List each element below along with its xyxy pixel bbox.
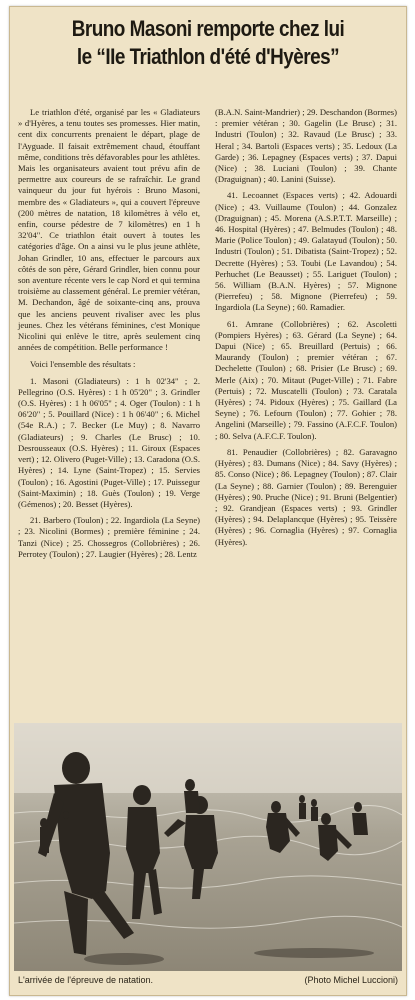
article-column-right (215, 107, 397, 548)
results-block: 21. Barbero (Toulon) ; 22. Ingardiola (La Seyne) ; 23. Nicolini (Bormes) ; première féminine ; 24. Tanzi (Nice) ; 25. Chossegros (Collobrières) ; 26. Perrotey (Toulon) ; 27. Laugier (Hyères) ; 28. Lentz (18, 515, 200, 559)
results-block: 81. Penaudier (Collobrières) ; 82. Garavagno (Hyères) ; 83. Dumans (Nice) ; 84. Savy (Hyères) ; 85. Conso (Nice) ; 86. Lepagney (Toulon) ; 87. Clair (La Seyne) ; 88. Garnier (Toulon) ; 89. Berenguier (Hyères) ; 90. Pruche (Nice) ; 91. Bruni (Belgentier) ; 92. Grandjean (Espaces verts) ; 93. Grindler (Hyères) ; 94. Delaplancque (Hyères) ; 95. Teissère (Hyères) ; 96. Cornaglia (Hyères) ; 97. Cornaglia (Hyères). (215, 446, 397, 547)
headline (43, 15, 373, 71)
results-block: 61. Amrane (Collobrières) ; 62. Ascoletti (Pompiers Hyères) ; 63. Gérard (La Seyne) ; 64. Dapui (Nice) ; 65. Breuillard (Pertuis) ; 66. Maurandy (Toulon) ; premier vétéran ; 67. Dechelette (Toulon) ; 68. Prisier (Le Brusc) ; 69. Merle (Aix) ; 70. Mitaut (Puget-Ville) ; 71. Fabre (Pertuis) ; 72. Muscatelli (Toulon) ; 73. Caratala (Hyères) ; 74. Pidoux (Hyères) ; 75. Gaillard (La Seyne) ; 76. Lefourn (Toulon) ; 77. Gohier ; 78. Angelini (Marseille) ; 79. Fassino (A.F.C.F. Toulon) ; 80. Selva (A.F.C.F. Toulon). (215, 318, 397, 441)
article-intro: Le triathlon d'été, organisé par les « Gladiateurs » d'Hyères, a tenu toutes ses promesses. Hier matin, cent dix concurrents prenaient le départ, plage de l'Ayguade. Il faisait extrêmement chaud, étouffant même, conditions très défavorables pour les athlètes. Mais les organisateurs avaient tout prévu afin de permettre aux coureurs de se rafraîchir. Le grand vainqueur du jour fut hyérois : Bruno Masoni, membre des « Gladiateurs », qui a couvert l'épreuve (200 mètres de natation, 18 kilomètres à vélo et, enfin, course pédestre de 7 kilomètres) en 1 h 32'04". Ce triathlon était ouvert à toutes les catégories d'âge. On a ainsi vu le plus jeune athlète, Johan Grindler, 10 ans, effectuer le parcours aux côtés de son père, Gérard Grindler, bien connu pour son aventure récente vers le cap Nord et qui termina troisième au classement général. Le premier vétéran, M. Dechandon, âgé de soixante-cinq ans, prouva que les anciens peuvent rivaliser avec les plus jeunes. Chez les vétérans féminines, c'est Monique Nicolini qui enlève le titre, après seulement cinq années de compétition. Belle performance ! (18, 107, 200, 353)
headline-line-1: Bruno Masoni remporte chez lui (71, 16, 345, 41)
headline-line-2: le “IIe Triathlon d'été d'Hyères” (76, 44, 340, 69)
results-title: Voici l'ensemble des résultats : (30, 359, 136, 370)
results-block: 41. Lecoannet (Espaces verts) ; 42. Adouardi (Nice) ; 43. Vuillaume (Toulon) ; 44. Gonzalez (Draguignan) ; 45. Morena (A.S.P.T.T. Marseille) ; 46. Hospital (Hyères) ; 47. Belmudes (Toulon) ; 48. Marie (Police Toulon) ; 49. Galatayud (Toulon) ; 50. Industri (Toulon) ; 51. Dibatista (Saint-Tropez) ; 52. Decrette (Hyères) ; 53. Toubi (Le Lavandou) ; 54. Perhuchet (Le Beausset) ; 55. Lariguet (Toulon) ; 56. William (B.A.N. Hyères) ; 57. Mignone (Pierrefeu) ; 58. Mignone (Pierrefeu) ; 59. Ingardiola (La Seyne) ; 60. Ramadier. (215, 190, 397, 313)
photo-credit: (Photo Michel Luccioni) (304, 975, 398, 985)
swimmers-photo (14, 723, 402, 971)
newspaper-clipping (9, 6, 407, 996)
results-block: 1. Masoni (Gladiateurs) : 1 h 02'34" ; 2. Pellegrino (O.S. Hyères) : 1 h 05'20" ; 3. Grindler (O.S. Hyères) : 1 h 06'05" ; 4. Oger (Toulon) : 1 h 06'20" ; 5. Pouillard (Nice) : 1 h 06'40" ; 6. Michel (54e R.A.) ; 7. Becker (Le Muy) ; 8. Navarro (Gladiateurs) ; 9. Charles (Le Brusc) ; 10. Desrousseaux (O.S. Hyères) ; 11. Giroux (Espaces vert) ; 12. Olivero (Puget-Ville) ; 13. Caradona (O.S. Hyères) ; 14. Lyne (Saint-Tropez) ; 15. Servies (Toulon) ; 16. Agostini (Puget-Ville) ; 17. Puissegur (Saint-Maximin) ; 18. Guès (Toulon) ; 19. Verge (Gémenos) ; 20. Besset (Hyères). (18, 375, 200, 509)
results-block: (B.A.N. Saint-Mandrier) ; 29. Deschandon (Bormes) : premier vétéran ; 30. Gagelin (Le Brusc) ; 31. Industri (Toulon) ; 32. Ravaud (Le Brusc) ; 33. Heral ; 34. Bartoli (Espaces verts) ; 35. Ledoux (La Garde) ; 36. Lepagney (Espaces verts) ; 37. Dapui (Nice) ; 38. Luciani (Toulon) ; 39. Chante (Draguignan) ; 40. Lanini (Suisse). (215, 107, 397, 185)
photo-caption: L'arrivée de l'épreuve de natation. (18, 975, 154, 985)
article-column-left (18, 107, 200, 560)
